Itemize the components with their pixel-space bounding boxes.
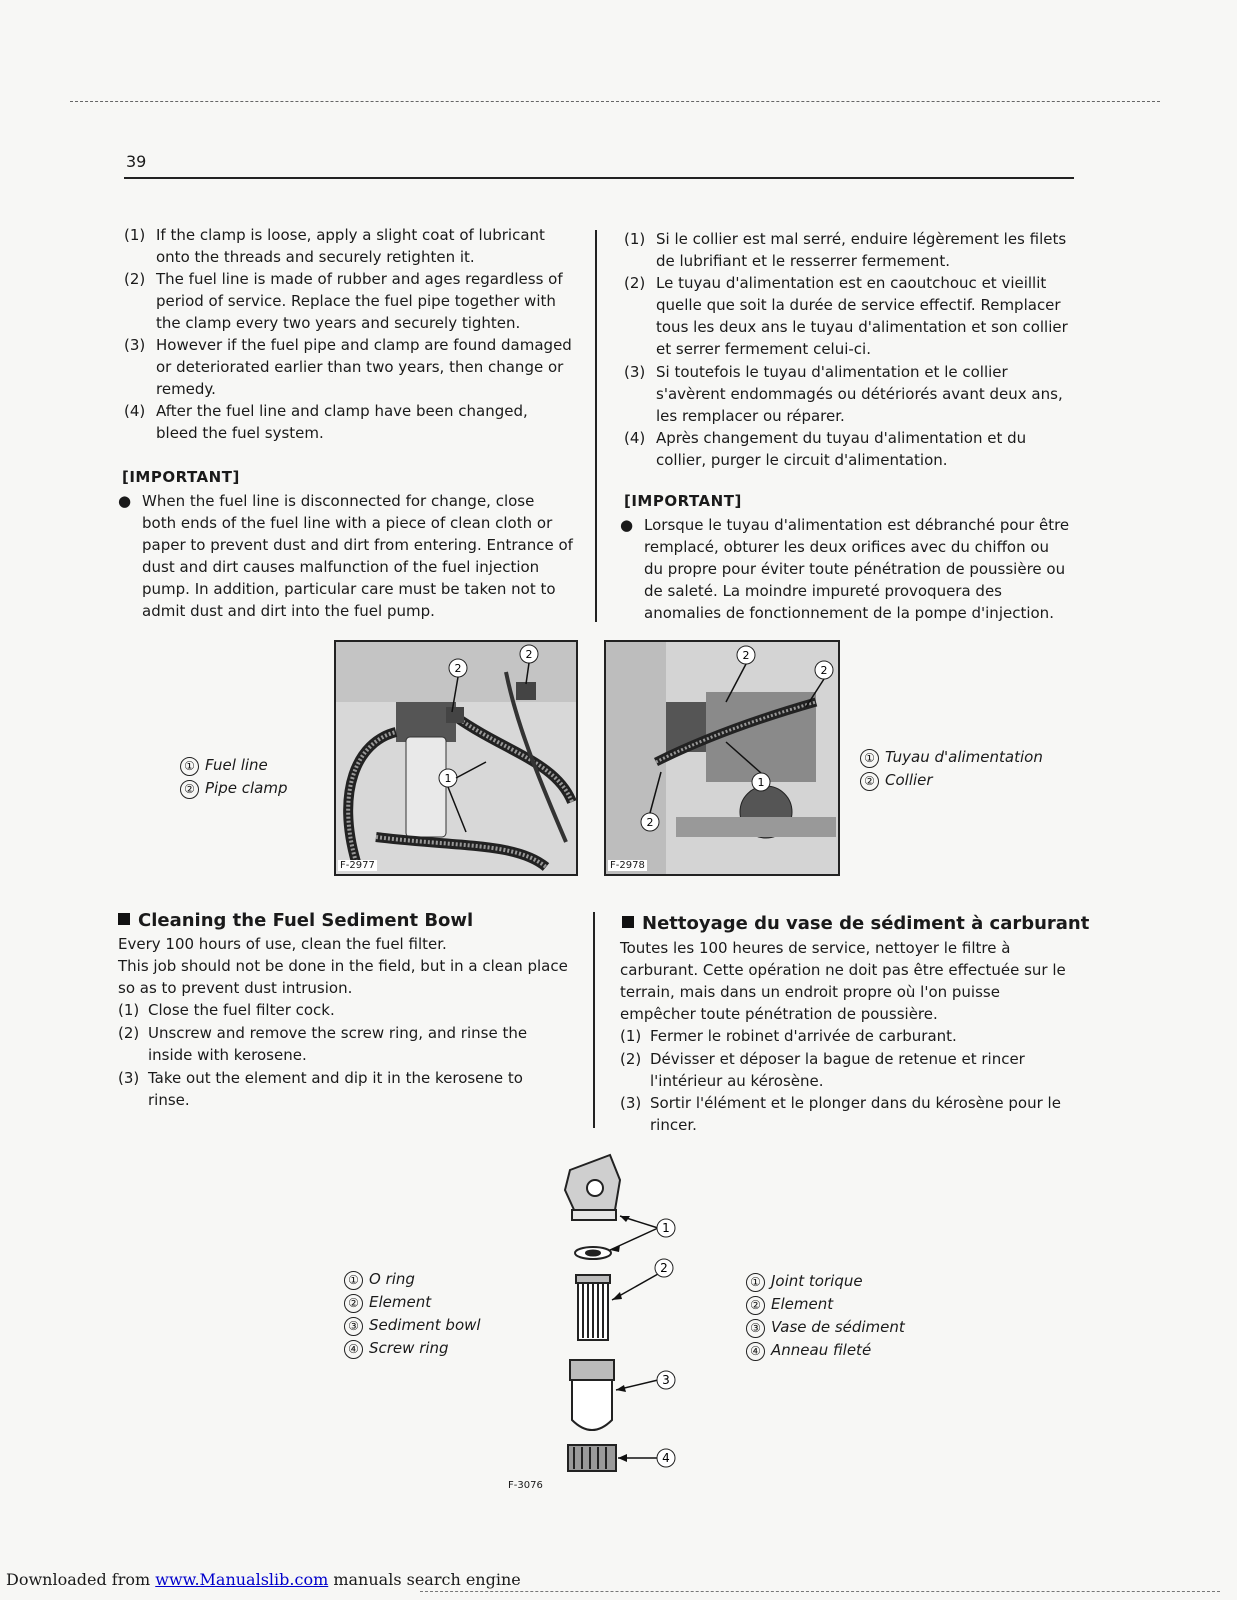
list-item: (1) Close the fuel filter cock. bbox=[118, 1001, 335, 1019]
section-square-icon bbox=[622, 916, 634, 928]
fig-code: F-2977 bbox=[340, 860, 375, 871]
fuel-line-photo bbox=[334, 640, 578, 876]
column-divider bbox=[593, 912, 595, 1128]
important-label-fr: [IMPORTANT] bbox=[624, 492, 742, 510]
legend-item: ① Tuyau d'alimentation bbox=[860, 746, 1043, 769]
svg-text:2: 2 bbox=[454, 662, 462, 675]
svg-text:2: 2 bbox=[820, 664, 828, 677]
important-note: ● When the fuel line is disconnected for change, close both ends of the fuel line with a piece of clean cloth or paper to prevent dust and dirt from entering. Entrance of dust and dirt causes malfunction of the fuel injection pump. In addition, particular care must be taken not to admit dust and dirt into the fuel pump. bbox=[118, 492, 573, 620]
legend-item: ① Fuel line bbox=[180, 754, 287, 777]
important-label: [IMPORTANT] bbox=[122, 468, 240, 486]
column-divider bbox=[595, 230, 597, 622]
bowl-legend-right bbox=[746, 1270, 905, 1362]
header-rule bbox=[124, 177, 1074, 179]
svg-text:3: 3 bbox=[662, 1373, 670, 1387]
legend-item: ② Element bbox=[344, 1291, 481, 1314]
collier-photo-illustration bbox=[606, 642, 838, 874]
list-item: (3) Take out the element and dip it in the kerosene to rinse. bbox=[118, 1069, 523, 1109]
legend-item: ④ Anneau fileté bbox=[746, 1339, 905, 1362]
fig-legend-left bbox=[180, 754, 287, 800]
manualslib-link[interactable]: www.Manualslib.com bbox=[155, 1570, 329, 1589]
section-title: Cleaning the Fuel Sediment Bowl bbox=[118, 910, 473, 931]
fig-legend-right bbox=[860, 746, 1043, 792]
footer-dashed-rule bbox=[420, 1591, 1220, 1592]
legend-item: ② Pipe clamp bbox=[180, 777, 287, 800]
legend-item: ③ Sediment bowl bbox=[344, 1314, 481, 1337]
legend-item: ④ Screw ring bbox=[344, 1337, 481, 1360]
list-item: (1) Fermer le robinet d'arrivée de carburant. bbox=[620, 1027, 957, 1045]
legend-item: ① O ring bbox=[344, 1268, 481, 1291]
legend-item: ① Joint torique bbox=[746, 1270, 905, 1293]
bowl-fig-code: F-3076 bbox=[508, 1480, 543, 1491]
svg-text:2: 2 bbox=[646, 816, 654, 829]
svg-text:4: 4 bbox=[662, 1451, 670, 1465]
list-item: (2) The fuel line is made of rubber and ages regardless of period of service. Replace the fuel pipe together with the clamp every two years and securely tighten. bbox=[124, 270, 563, 332]
bowl-legend-left bbox=[344, 1268, 481, 1360]
sediment-bowl-diagram bbox=[540, 1150, 700, 1480]
section-title-fr: Nettoyage du vase de sédiment à carburant bbox=[622, 913, 1089, 934]
svg-text:2: 2 bbox=[660, 1261, 668, 1275]
list-item: (3) Sortir l'élément et le plonger dans du kérosène pour le rincer. bbox=[620, 1094, 1061, 1134]
list-item: (2) Dévisser et déposer la bague de retenue et rincer l'intérieur au kérosène. bbox=[620, 1050, 1025, 1090]
list-item: (3) However if the fuel pipe and clamp are found damaged or deteriorated earlier than two years, then change or remedy. bbox=[124, 336, 572, 398]
important-note-fr: ● Lorsque le tuyau d'alimentation est débranché pour être remplacé, obturer les deux orifices avec du chiffon ou du propre pour éviter toute pénétration de poussière ou de saleté. La moindre impureté provoquera des anomalies de fonctionnement de la pompe d'injection. bbox=[620, 516, 1070, 622]
legend-item: ③ Vase de sédiment bbox=[746, 1316, 905, 1339]
legend-item: ② Element bbox=[746, 1293, 905, 1316]
section-square-icon bbox=[118, 913, 130, 925]
legend-item: ② Collier bbox=[860, 769, 1043, 792]
list-item: (1) Si le collier est mal serré, enduire légèrement les filets de lubrifiant et le resserrer fermement. bbox=[624, 230, 1067, 270]
sediment-bowl-exploded-view bbox=[540, 1150, 700, 1480]
svg-text:1: 1 bbox=[444, 772, 452, 785]
list-item: (3) Si toutefois le tuyau d'alimentation et le collier s'avèrent endommagés ou détériorés avant deux ans, les remplacer ou réparer. bbox=[624, 363, 1063, 425]
svg-text:2: 2 bbox=[742, 649, 750, 662]
list-item: (4) Après changement du tuyau d'alimentation et du collier, purger le circuit d'alimentation. bbox=[624, 429, 1027, 469]
svg-text:1: 1 bbox=[662, 1221, 670, 1235]
section-intro: Every 100 hours of use, clean the fuel filter. This job should not be done in the field, but in a clean place so as to prevent dust intrusion. bbox=[118, 935, 568, 997]
section-intro-fr: Toutes les 100 heures de service, nettoyer le filtre à carburant. Cette opération ne doit pas être effectuée sur le terrain, mais dans un endroit propre où l'on puisse empêcher toute pénétration de poussière. bbox=[620, 939, 1066, 1023]
page-number: 39 bbox=[126, 152, 147, 171]
fuel-line-photo-illustration bbox=[336, 642, 576, 874]
collier-photo bbox=[604, 640, 840, 876]
svg-text:2: 2 bbox=[525, 648, 533, 661]
list-item: (4) After the fuel line and clamp have been changed, bleed the fuel system. bbox=[124, 402, 528, 442]
bullet-icon: ● bbox=[118, 492, 132, 510]
top-dashed-rule bbox=[70, 101, 1160, 102]
list-item: (1) If the clamp is loose, apply a slight coat of lubricant onto the threads and securely retighten it. bbox=[124, 226, 545, 266]
footer-download-note: Downloaded from www.Manualslib.com manuals search engine bbox=[6, 1570, 521, 1589]
svg-text:1: 1 bbox=[757, 776, 765, 789]
fig-code: F-2978 bbox=[610, 860, 645, 871]
list-item: (2) Le tuyau d'alimentation est en caoutchouc et vieillit quelle que soit la durée de service effectif. Remplacer tous les deux ans le tuyau d'alimentation et son collier et serrer fermement celui-ci. bbox=[624, 274, 1068, 358]
bullet-icon: ● bbox=[620, 516, 634, 534]
list-item: (2) Unscrew and remove the screw ring, and rinse the inside with kerosene. bbox=[118, 1024, 528, 1064]
